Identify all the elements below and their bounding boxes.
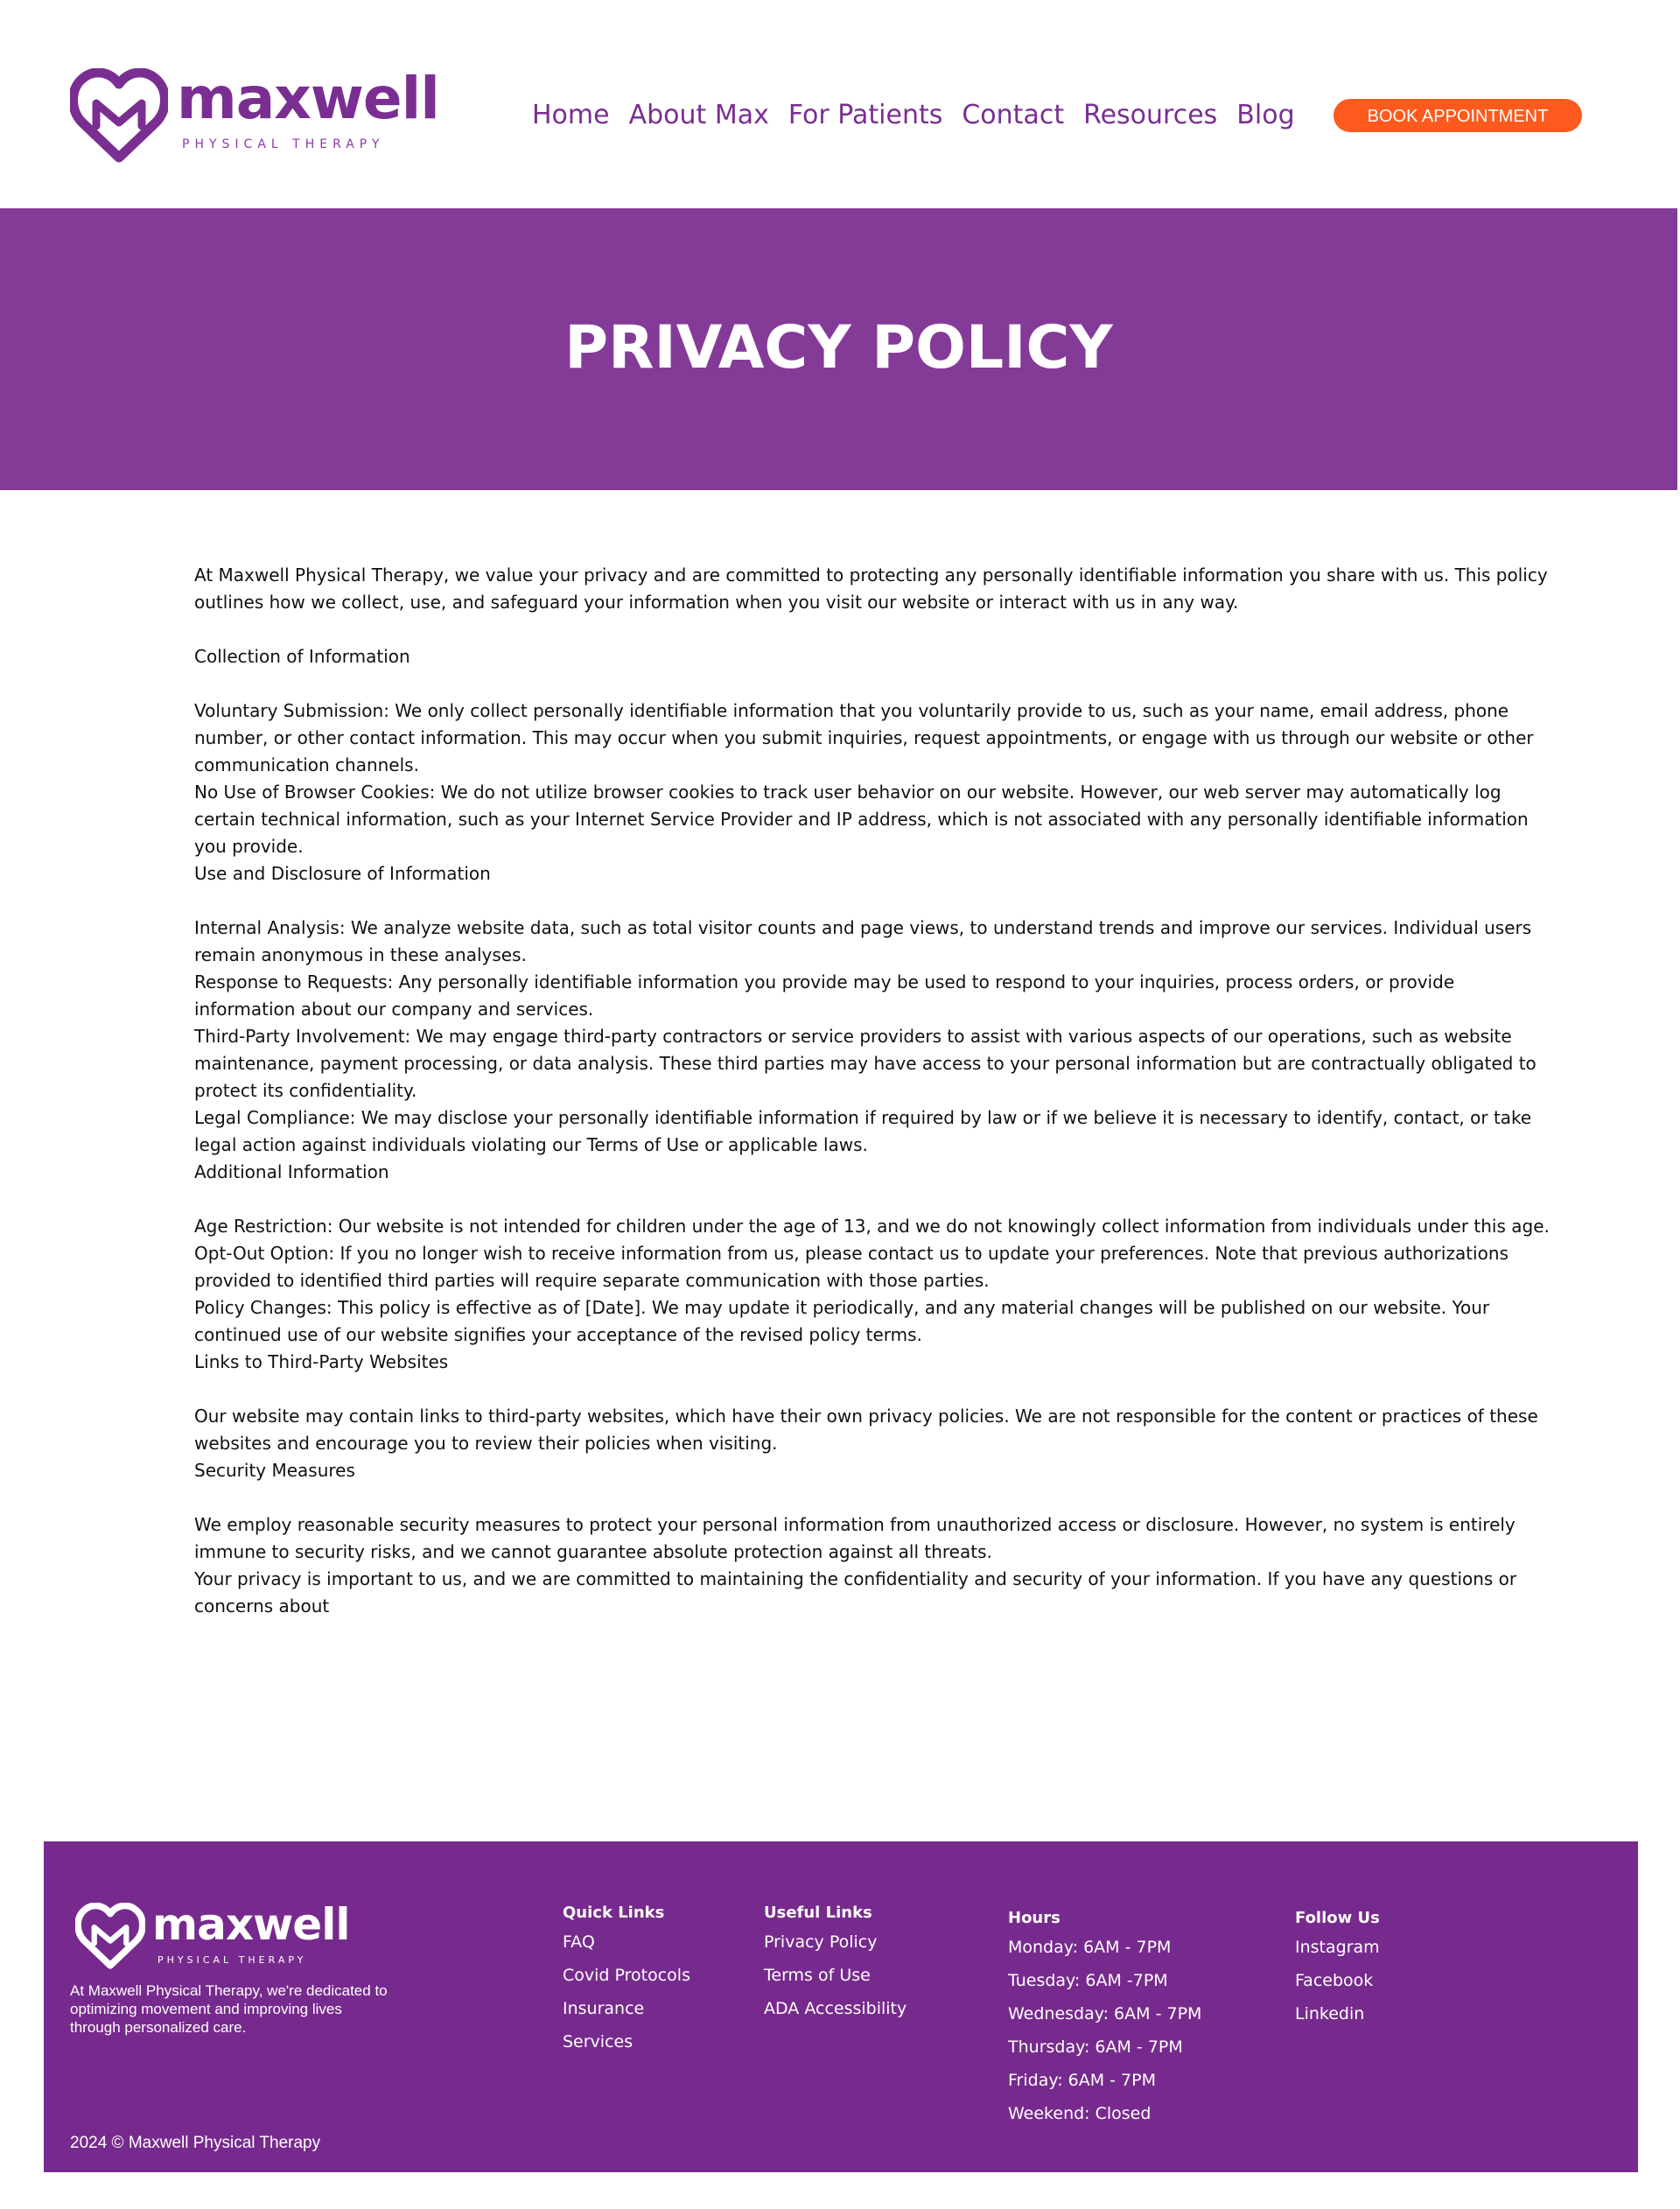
policy-closing: Your privacy is important to us, and we are committed to maintaining the confidentiality and security of your information. If you have any questions or concerns about <box>194 1568 1517 1616</box>
hours-wednesday: Wednesday: 6AM - 7PM <box>1008 2004 1202 2023</box>
footer-quick-links <box>563 1901 690 2058</box>
footer-link-linkedin[interactable]: Linkedin <box>1295 2004 1365 2023</box>
hours-friday: Friday: 6AM - 7PM <box>1008 2071 1156 2090</box>
section-heading-use: Use and Disclosure of Information <box>194 863 491 884</box>
hours-tuesday: Tuesday: 6AM -7PM <box>1008 1971 1168 1990</box>
footer-link-facebook[interactable]: Facebook <box>1295 1971 1374 1990</box>
quick-links-heading: Quick Links <box>563 1904 665 1922</box>
policy-voluntary: Voluntary Submission: We only collect personally identifiable information that you voluntarily provide to us, such as your name, email address, phone number, or other contact information. This may occur when you submit inquiries, request appointments, or engage with us through our website or other communication channels. <box>194 700 1534 775</box>
footer-link-terms-of-use[interactable]: Terms of Use <box>764 1966 871 1985</box>
book-appointment-button[interactable]: BOOK APPOINTMENT <box>1334 99 1582 132</box>
nav-contact[interactable]: Contact <box>962 100 1065 130</box>
footer-useful-links <box>764 1901 906 2025</box>
policy-response: Response to Requests: Any personally identifiable information you provide may be used to respond to your inquiries, process orders, or provide information about our company and services. <box>194 971 1455 1020</box>
footer-logo[interactable] <box>75 1899 350 1973</box>
useful-links-heading: Useful Links <box>764 1904 872 1922</box>
policy-links-text: Our website may contain links to third-party websites, which have their own privacy policies. We are not responsible for the content or practices of these websites and encourage you to review their policies when visiting. <box>194 1406 1538 1454</box>
page-title: PRIVACY POLICY <box>564 313 1113 382</box>
heart-m-logo-icon <box>75 1903 145 1969</box>
follow-us-heading: Follow Us <box>1295 1909 1380 1927</box>
footer-link-privacy-policy[interactable]: Privacy Policy <box>764 1932 878 1952</box>
hours-monday: Monday: 6AM - 7PM <box>1008 1938 1172 1957</box>
section-heading-links: Links to Third-Party Websites <box>194 1351 449 1372</box>
policy-security-text: We employ reasonable security measures to protect your personal information from unauthorized access or disclosure. However, no system is entirely immune to security risks, and we cannot guarantee absolute protection against all threats. <box>194 1514 1516 1562</box>
site-header <box>0 0 1680 208</box>
brand-tagline: PHYSICAL THERAPY <box>182 137 385 151</box>
footer-brand-wordmark: maxwell <box>152 1899 350 1950</box>
footer-link-services[interactable]: Services <box>563 2032 634 2051</box>
footer-link-covid-protocols[interactable]: Covid Protocols <box>563 1966 690 1985</box>
footer-hours <box>1008 1906 1201 2130</box>
footer-about: At Maxwell Physical Therapy, we're dedicated to optimizing movement and improving lives through personalized care. <box>70 1982 388 2036</box>
nav-blog[interactable]: Blog <box>1236 100 1295 130</box>
footer-link-insurance[interactable]: Insurance <box>563 1999 645 2018</box>
policy-internal-analysis: Internal Analysis: We analyze website data, such as total visitor counts and page views, to understand trends and improve our services. Individual users remain anonymous in these analyses. <box>194 917 1532 965</box>
policy-content <box>194 562 1552 1620</box>
nav-home[interactable]: Home <box>532 100 610 130</box>
policy-intro: At Maxwell Physical Therapy, we value your privacy and are committed to protecting any personally identifiable information you share with us. This policy outlines how we collect, use, and safeguard your information when you visit our website or interact with us in any way. <box>194 565 1548 613</box>
brand-logo[interactable] <box>70 65 439 163</box>
hours-heading: Hours <box>1008 1909 1060 1927</box>
policy-legal: Legal Compliance: We may disclose your personally identifiable information if required by law or if we believe it is necessary to identify, contact, or take legal action against individuals violating our Terms of Use or applicable laws. <box>194 1107 1532 1155</box>
nav-for-patients[interactable]: For Patients <box>788 100 943 130</box>
hours-weekend: Weekend: Closed <box>1008 2104 1152 2123</box>
policy-opt-out: Opt-Out Option: If you no longer wish to receive information from us, please contact us to update your preferences. Note that previous authorizations provided to identified third parties will require separate communication with those parties. <box>194 1243 1508 1291</box>
footer-follow-us <box>1295 1906 1380 2030</box>
hours-thursday: Thursday: 6AM - 7PM <box>1008 2037 1183 2057</box>
main-nav <box>532 98 1295 133</box>
policy-changes: Policy Changes: This policy is effective as of [Date]. We may update it periodically, and any material changes will be published on our website. Your continued use of our website signifies your acceptance of the revised policy terms. <box>194 1297 1490 1345</box>
footer-link-ada-accessibility[interactable]: ADA Accessibility <box>764 1999 907 2018</box>
site-footer <box>44 1841 1638 2172</box>
footer-copyright: 2024 © Maxwell Physical Therapy <box>70 2134 321 2152</box>
footer-brand-tagline: PHYSICAL THERAPY <box>158 1954 307 1966</box>
section-heading-security: Security Measures <box>194 1460 355 1481</box>
brand-wordmark: maxwell <box>177 65 439 132</box>
page-banner <box>0 208 1677 490</box>
heart-m-logo-icon <box>70 68 168 163</box>
policy-cookies: No Use of Browser Cookies: We do not utilize browser cookies to track user behavior on our website. However, our web server may automatically log certain technical information, such as your Internet Service Provider and IP address, which is not associated with any personally identifiable information you provide. <box>194 782 1529 857</box>
footer-link-instagram[interactable]: Instagram <box>1295 1938 1380 1957</box>
footer-link-faq[interactable]: FAQ <box>563 1932 595 1952</box>
nav-resources[interactable]: Resources <box>1083 100 1218 130</box>
policy-age: Age Restriction: Our website is not intended for children under the age of 13, and we do not knowingly collect information from individuals under this age. <box>194 1216 1550 1237</box>
section-heading-collection: Collection of Information <box>194 646 410 667</box>
policy-third-party: Third-Party Involvement: We may engage third-party contractors or service providers to assist with various aspects of our operations, such as website maintenance, payment processing, or data analysis. These third parties may have access to your personal information but are contractually obligated to protect its confidentiality. <box>194 1026 1536 1101</box>
section-heading-additional: Additional Information <box>194 1161 389 1182</box>
nav-about-max[interactable]: About Max <box>628 100 769 130</box>
